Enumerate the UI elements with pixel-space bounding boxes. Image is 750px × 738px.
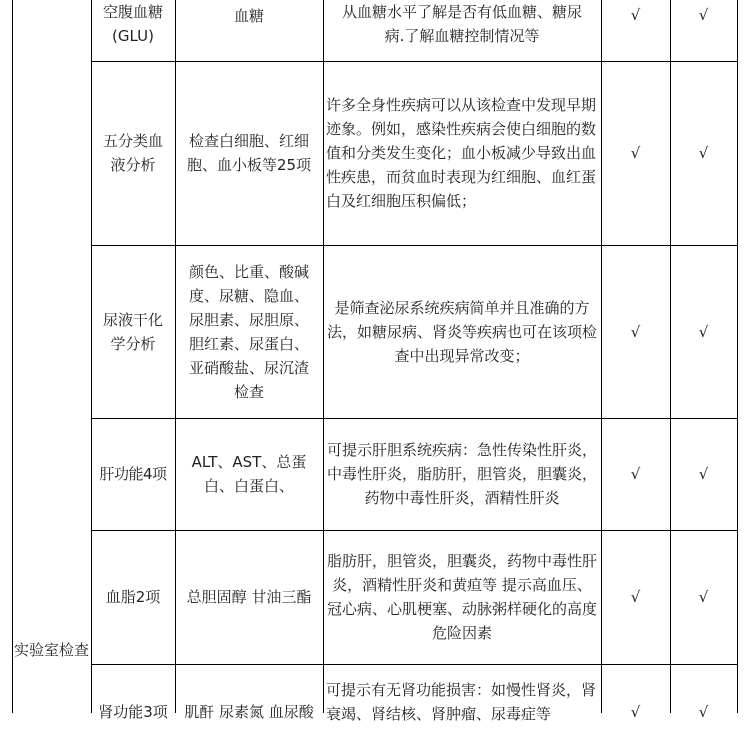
exam-content: 检查白细胞、红细胞、血小板等25项 xyxy=(186,132,312,174)
exam-content-cell xyxy=(175,530,323,664)
exam-content-cell xyxy=(175,697,323,727)
check-cell xyxy=(670,697,737,727)
check-mark: √ xyxy=(630,588,641,606)
exam-name: 空腹血糖(GLU) xyxy=(102,2,163,45)
check-cell xyxy=(601,530,670,664)
check-mark: √ xyxy=(698,703,709,721)
exam-name-cell xyxy=(91,697,175,727)
exam-name: 肾功能3项 xyxy=(98,703,168,721)
check-mark: √ xyxy=(630,6,641,24)
category-label: 实验室检查 xyxy=(13,641,89,659)
exam-name: 血脂2项 xyxy=(105,588,161,606)
exam-meaning-cell xyxy=(323,61,601,245)
grid-line xyxy=(737,0,738,713)
check-mark: √ xyxy=(698,588,709,606)
grid-line xyxy=(12,0,13,713)
exam-meaning: 可提示肝胆系统疾病：急性传染性肝炎，中毒性肝炎，脂肪肝，胆管炎，胆囊炎，药物中毒性肝炎，酒精性肝炎 xyxy=(326,441,597,507)
exam-meaning-cell xyxy=(323,418,601,530)
check-cell xyxy=(601,245,670,418)
exam-content: 颜色、比重、酸碱度、尿糖、隐血、尿胆素、尿胆原、胆红素、尿蛋白、亚硝酸盐、尿沉渣检查 xyxy=(188,262,309,401)
check-cell xyxy=(601,697,670,727)
exam-content: 肌酐 尿素氮 血尿酸 xyxy=(184,703,314,721)
exam-meaning: 许多全身性疾病可以从该检查中发现早期迹象。例如，感染性疾病会使白细胞的数值和分类发生变化；血小板减少导致出血性疾患，而贫血时表现为红细胞、血红蛋白及红细胞压积偏低； xyxy=(326,96,597,210)
check-mark: √ xyxy=(698,322,709,341)
exam-name-cell xyxy=(91,530,175,664)
check-mark: √ xyxy=(630,703,641,721)
check-mark: √ xyxy=(698,144,709,162)
exam-name-cell xyxy=(91,418,175,530)
check-mark: √ xyxy=(630,322,641,341)
exam-content-cell xyxy=(175,61,323,245)
check-cell xyxy=(670,245,737,418)
grid-line xyxy=(91,664,737,665)
check-cell xyxy=(670,61,737,245)
exam-meaning-cell xyxy=(323,0,601,61)
check-cell xyxy=(670,0,737,30)
exam-name: 肝功能4项 xyxy=(99,465,167,483)
exam-name-cell xyxy=(91,0,175,61)
exam-content: 血糖 xyxy=(233,7,264,25)
check-cell xyxy=(601,418,670,530)
exam-meaning-cell xyxy=(323,530,601,664)
exam-meaning-cell xyxy=(323,245,601,418)
exam-content-cell xyxy=(175,245,323,418)
exam-content: ALT、AST、总蛋白、白蛋白、 xyxy=(191,453,307,495)
exam-name-cell xyxy=(91,245,175,418)
exam-meaning-cell xyxy=(323,678,601,738)
exam-content-cell xyxy=(175,418,323,530)
check-cell xyxy=(670,418,737,530)
exam-meaning: 是筛查泌尿系统疾病简单并且准确的方法，如糖尿病、肾炎等疾病也可在该项检查中出现异常改变； xyxy=(326,298,597,365)
exam-meaning: 脂肪肝，胆管炎，胆囊炎，药物中毒性肝炎，酒精性肝炎和黄疸等 提示高血压、冠心病、心肌梗塞、动脉粥样硬化的高度危险因素 xyxy=(326,552,597,642)
exam-name: 五分类血液分析 xyxy=(102,132,163,174)
exam-content-cell xyxy=(175,0,323,46)
check-mark: √ xyxy=(698,6,709,24)
category-cell xyxy=(12,626,91,674)
check-cell xyxy=(670,530,737,664)
check-mark: √ xyxy=(630,144,641,162)
exam-content: 总胆固醇 甘油三酯 xyxy=(186,588,312,606)
check-cell xyxy=(601,0,670,30)
check-mark: √ xyxy=(698,465,709,483)
exam-name: 尿液干化学分析 xyxy=(102,310,163,353)
check-cell xyxy=(601,61,670,245)
check-mark: √ xyxy=(630,465,641,483)
exam-meaning: 可提示有无肾功能损害：如慢性肾炎，肾衰竭、肾结核、肾肿瘤、尿毒症等 xyxy=(326,681,597,723)
exam-meaning: 从血糖水平了解是否有低血糖、糖尿病.了解血糖控制情况等 xyxy=(341,2,582,45)
exam-name-cell xyxy=(91,61,175,245)
